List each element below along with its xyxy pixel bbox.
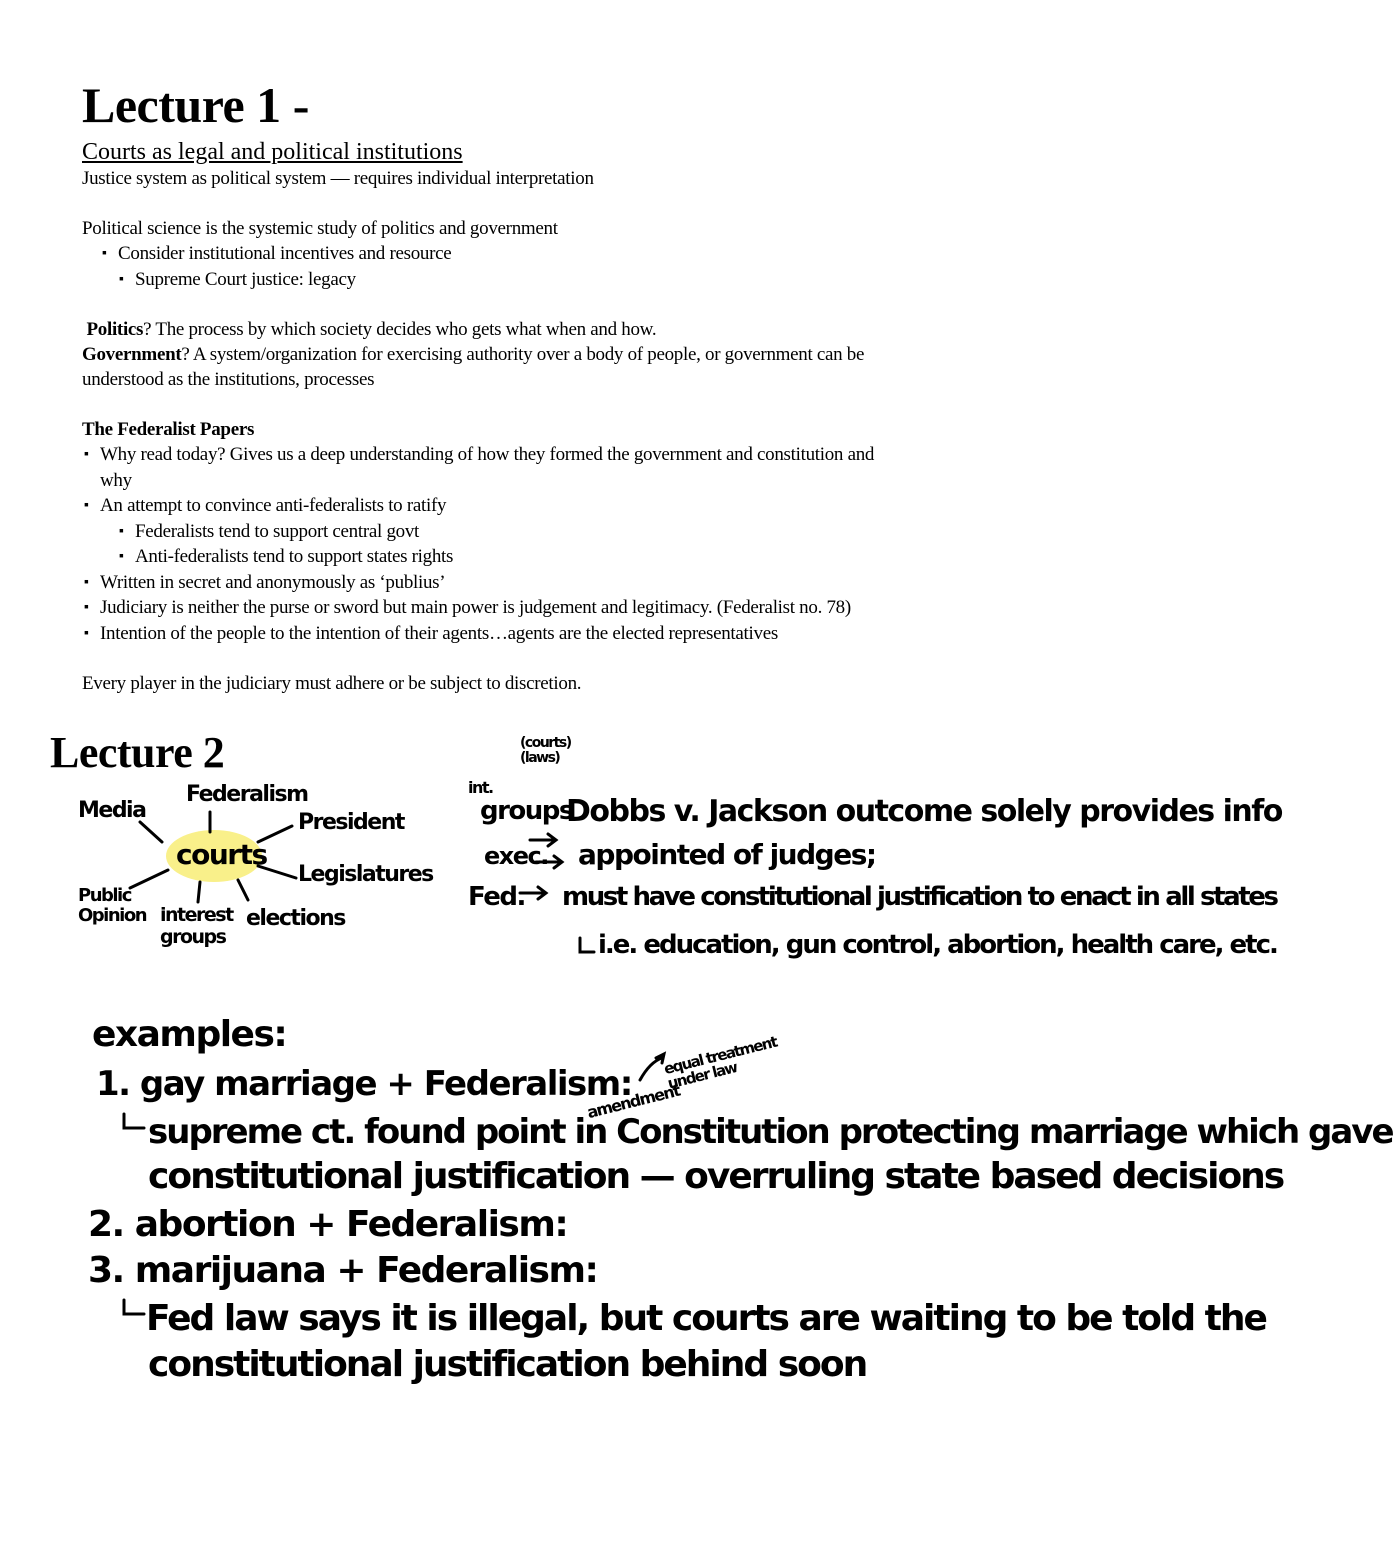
politics-def: ? The process by which society decides who gets what when and how. — [143, 319, 657, 340]
diagram-node-interest-groups: interest groups — [160, 904, 233, 948]
note-fed-label: Fed. — [468, 882, 525, 912]
politics-definition — [82, 317, 1082, 342]
polisci-bullets — [82, 241, 1082, 292]
federalist-list — [82, 442, 1082, 646]
example-3-detail-2: constitutional justification behind soon — [148, 1344, 867, 1385]
list-item: ▪ Written in secret and anonymously as ‘publius’ — [82, 570, 1082, 596]
note-groups-label: groups — [480, 796, 573, 826]
list-item: ▪ Anti-federalists tend to support states rights — [82, 544, 1082, 570]
note-line-dobbs: Dobbs v. Jackson outcome solely provides info — [566, 794, 1282, 829]
example-1-detail-2: constitutional justification — overruling state based decisions — [148, 1156, 1284, 1197]
example-3-detail-1: Fed law says it is illegal, but courts are waiting to be told the — [146, 1298, 1266, 1339]
list-item: ▪ An attempt to convince anti-federalists to ratify — [82, 493, 1082, 519]
lecture1-title — [82, 78, 1082, 132]
diagram-node-public-opinion: Public Opinion — [78, 885, 147, 926]
lecture2-title: Lecture 2 — [50, 728, 225, 777]
intro-line: Justice system as political system — requires individual interpretation — [82, 168, 594, 189]
politics-term: Politics — [86, 319, 144, 340]
diagram-node-legislatures: Legislatures — [298, 862, 433, 887]
polisci-line: Political science is the systemic study of politics and government — [82, 218, 558, 239]
list-item: ▪ Supreme Court justice: legacy — [82, 267, 1082, 293]
government-def: ? A system/organization for exercising authority over a body of people, or government can be — [181, 344, 865, 365]
government-definition-cont: understood as the institutions, processes — [82, 369, 375, 390]
lecture1-subtitle: Courts as legal and political institutions — [82, 139, 463, 165]
diagram-node-federalism: Federalism — [186, 782, 308, 807]
example-1: 1. gay marriage + Federalism: — [96, 1064, 632, 1104]
note-line-ie: i.e. education, gun control, abortion, health care, etc. — [598, 930, 1277, 960]
note-line-appointed: appointed of judges; — [578, 838, 876, 871]
list-item: ▪ Intention of the people to the intention of their agents…agents are the elected representatives — [82, 621, 1082, 647]
list-item: ▪ Why read today? Gives us a deep understanding of how they formed the government and constitution and — [82, 442, 1082, 468]
example-1-annotation-amendment: amendment — [585, 1080, 682, 1123]
note-exec-label: exec. — [484, 842, 548, 870]
example-1-detail-1: supreme ct. found point in Constitution protecting marriage which gave — [148, 1112, 1393, 1152]
example-2: 2. abortion + Federalism: — [88, 1204, 568, 1245]
diagram-node-media: Media — [78, 798, 146, 823]
list-item: ▪ Judiciary is neither the purse or sword but main power is judgement and legitimacy. (Federalist no. 78) — [82, 595, 1082, 621]
example-3: 3. marijuana + Federalism: — [88, 1250, 598, 1291]
diagram-node-elections: elections — [246, 906, 345, 931]
government-definition — [82, 342, 1082, 367]
note-courts-label: (courts) (laws) — [520, 735, 571, 766]
note-int-label: int. — [468, 778, 493, 797]
note-line-constitutional: must have constitutional justification to enact in all states — [562, 882, 1277, 912]
list-item: ▪ Federalists tend to support central govt — [82, 519, 1082, 545]
examples-heading: examples: — [92, 1014, 287, 1055]
closing-line: Every player in the judiciary must adhere or be subject to discretion. — [82, 673, 582, 694]
lecture1-title-dash: - — [292, 77, 309, 133]
federalist-heading: The Federalist Papers — [82, 419, 255, 440]
list-item-cont: why — [100, 469, 132, 491]
lecture1-title-text: Lecture 1 — [82, 77, 281, 133]
lecture1-section — [82, 78, 1082, 696]
example-1-annotation-equal-treatment: equal treatment under law — [662, 1032, 779, 1093]
diagram-node-president: President — [298, 810, 404, 835]
list-item: ▪ Consider institutional incentives and resource — [82, 241, 1082, 267]
diagram-center-courts: courts — [176, 838, 267, 871]
government-term: Government — [82, 344, 182, 365]
